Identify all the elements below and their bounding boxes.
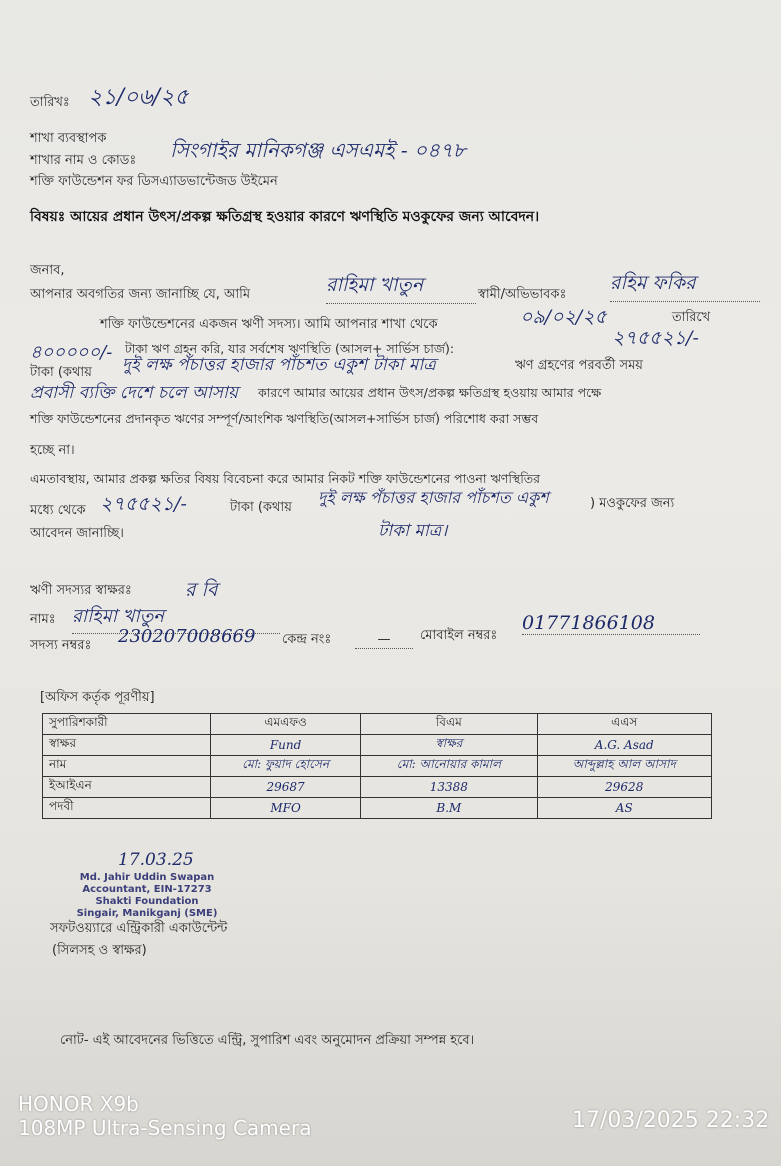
member-number: 230207008669: [118, 626, 256, 647]
camera-sensor: 108MP Ultra-Sensing Camera: [18, 1116, 312, 1140]
reason: প্রবাসী ব্যক্তি দেশে চলে আসায়: [30, 383, 238, 403]
body-line-3a: টাকা ঋণ গ্রহন করি, যার সর্বশেষ ঋণস্থিতি (আসল+ সার্ভিস চার্জ):: [125, 341, 455, 356]
date-value: ২১/০৬/২৫: [88, 85, 189, 110]
table-cell: AS: [537, 798, 712, 819]
accountant-seal: [62, 872, 232, 920]
mobile-label: মোবাইল নম্বরঃ: [420, 628, 498, 643]
table-header: সুপারিশকারী: [43, 714, 211, 735]
branch-value: সিংগাইর মানিকগঞ্জ এসএমই - ০৪৭৮: [170, 138, 466, 162]
center-label: কেন্দ্র নংঃ: [282, 632, 332, 647]
body-line-4a: টাকা (কথায়: [30, 365, 92, 380]
row-label: পদবী: [43, 798, 211, 819]
body-line-6: শক্তি ফাউন্ডেশনের প্রদানকৃত ঋণের সম্পূর্ণ/আংশিক ঋণস্থিতি(আসল+সার্ভিস চার্জ) পরিশোধ করা সম্ভব: [30, 411, 539, 426]
table-cell: মো: আনোয়ার কামাল: [361, 756, 537, 777]
table-row: [43, 756, 712, 777]
loan-amount: ৪০০০০০/-: [30, 342, 113, 363]
seal-branch: Singair, Manikganj (SME): [76, 908, 218, 919]
table-cell: আব্দুল্লাহ আল আসাদ: [537, 756, 712, 777]
seal-name: Md. Jahir Uddin Swapan: [79, 872, 215, 883]
recommendation-table: [42, 713, 712, 819]
member-name: রাহিমা খাতুন: [72, 602, 280, 634]
date-label: তারিখঃ: [30, 95, 70, 110]
borrower-name: রাহিমা খাতুন: [326, 271, 476, 304]
waiver-words: দুই লক্ষ পঁচাত্তর হাজার পাঁচশত একুশ: [318, 488, 549, 507]
body-line-5a: কারণে আমার আয়ের প্রধান উৎস/প্রকল্প ক্ষতিগ্রস্থ হওয়ায় আমার পক্ষে: [258, 385, 602, 400]
office-use-label: [অফিস কর্তৃক পূরণীয়]: [40, 690, 155, 705]
accountant-label: সফটওয়্যারে এন্ট্রিকারী একাউন্টেন্ট: [50, 921, 228, 936]
salutation: জনাব,: [30, 263, 65, 278]
waiver-amount: ২৭৫৫২১/-: [100, 493, 187, 515]
branch-label: শাখার নাম ও কোডঃ: [30, 153, 137, 168]
table-cell: 29628: [537, 777, 712, 798]
body-line-2b: তারিখে: [672, 310, 711, 325]
center-value: —: [355, 632, 413, 649]
row-label: স্বাক্ষর: [43, 735, 211, 756]
para2-line-2a: মধ্যে থেকে: [30, 503, 86, 518]
body-line-2a: শক্তি ফাউন্ডেশনের একজন ঋণী সদস্য। আমি আপনার শাখা থেকে: [100, 317, 438, 332]
photo-timestamp: 17/03/2025 22:32: [572, 1108, 770, 1133]
para2-line-2b: টাকা (কথায়: [230, 500, 292, 515]
body-line-7: হচ্ছে না।: [30, 443, 75, 458]
subject-line: বিষয়ঃ আয়ের প্রধান উৎস/প্রকল্প ক্ষতিগ্রস্থ হওয়ার কারণে ঋণস্থিতি মওকুফের জন্য আবেদন।: [30, 209, 540, 225]
table-row: [43, 735, 712, 756]
branch-manager-label: শাখা ব্যবস্থাপক: [30, 131, 107, 146]
seal-title: Accountant, EIN-17273: [82, 884, 212, 895]
member-signature-label: ঋণী সদস্যর স্বাক্ষরঃ: [30, 583, 132, 598]
member-signature: র বি: [185, 579, 218, 601]
body-line-1a: আপনার অবগতির জন্য জানাচ্ছি যে, আমি: [30, 287, 251, 302]
table-cell: 29687: [211, 777, 361, 798]
seal-org: Shakti Foundation: [95, 896, 199, 907]
table-cell: A.G. Asad: [537, 735, 712, 756]
accountant-sub-label: (সিলসহ ও স্বাক্ষর): [52, 943, 147, 958]
table-cell: মো: ফুয়াদ হোসেন: [211, 756, 361, 777]
member-number-label: সদস্য নম্বরঃ: [30, 638, 92, 653]
table-header: এমএফও: [211, 714, 361, 735]
table-cell: MFO: [211, 798, 361, 819]
camera-model: HONOR X9b: [18, 1092, 139, 1116]
body-line-1b: স্বামী/অভিভাবকঃ: [478, 287, 567, 302]
outstanding-amount: ২৭৫৫২১/-: [612, 327, 699, 349]
loan-date: ০৯/০২/২৫: [520, 306, 607, 328]
row-label: ইআইএন: [43, 777, 211, 798]
table-row: [43, 798, 712, 819]
table-header: বিএম: [361, 714, 537, 735]
member-name-label: নামঃ: [30, 612, 56, 627]
waiver-words-2: টাকা মাত্র।: [378, 521, 448, 541]
accountant-signature: 17.03.25: [118, 850, 194, 870]
table-header: এএস: [537, 714, 712, 735]
row-label: নাম: [43, 756, 211, 777]
table-cell: 13388: [361, 777, 537, 798]
table-cell: B.M: [361, 798, 537, 819]
table-row: [43, 777, 712, 798]
table-cell: Fund: [211, 735, 361, 756]
mobile-number: 01771866108: [522, 612, 700, 635]
body-line-4b: ঋণ গ্রহণের পরবর্তী সময়: [515, 358, 643, 373]
table-header-row: [43, 714, 712, 735]
note: নোট- এই আবেদনের ভিত্তিতে এন্ট্রি, সুপারিশ এবং অনুমোদন প্রক্রিয়া সম্পন্ন হবে।: [60, 1033, 475, 1048]
organization-line: শক্তি ফাউন্ডেশন ফর ডিসএ্যাডভান্টেজড উইমেন: [30, 174, 278, 189]
guardian-name: রহিম ফকির: [610, 269, 760, 302]
para2-line-2c: ) মওকুফের জন্য: [590, 496, 675, 511]
table-cell: স্বাক্ষর: [361, 735, 537, 756]
amount-in-words: দুই লক্ষ পঁচাত্তর হাজার পাঁচশত একুশ টাকা মাত্র: [122, 355, 436, 375]
para2-line-3: আবেদন জানাচ্ছি।: [30, 526, 124, 541]
para2-line-1: এমতাবস্থায়, আমার প্রকল্প ক্ষতির বিষয় বিবেচনা করে আমার নিকট শক্তি ফাউন্ডেশনের পাওনা ঋণস্থিতির: [30, 471, 541, 486]
